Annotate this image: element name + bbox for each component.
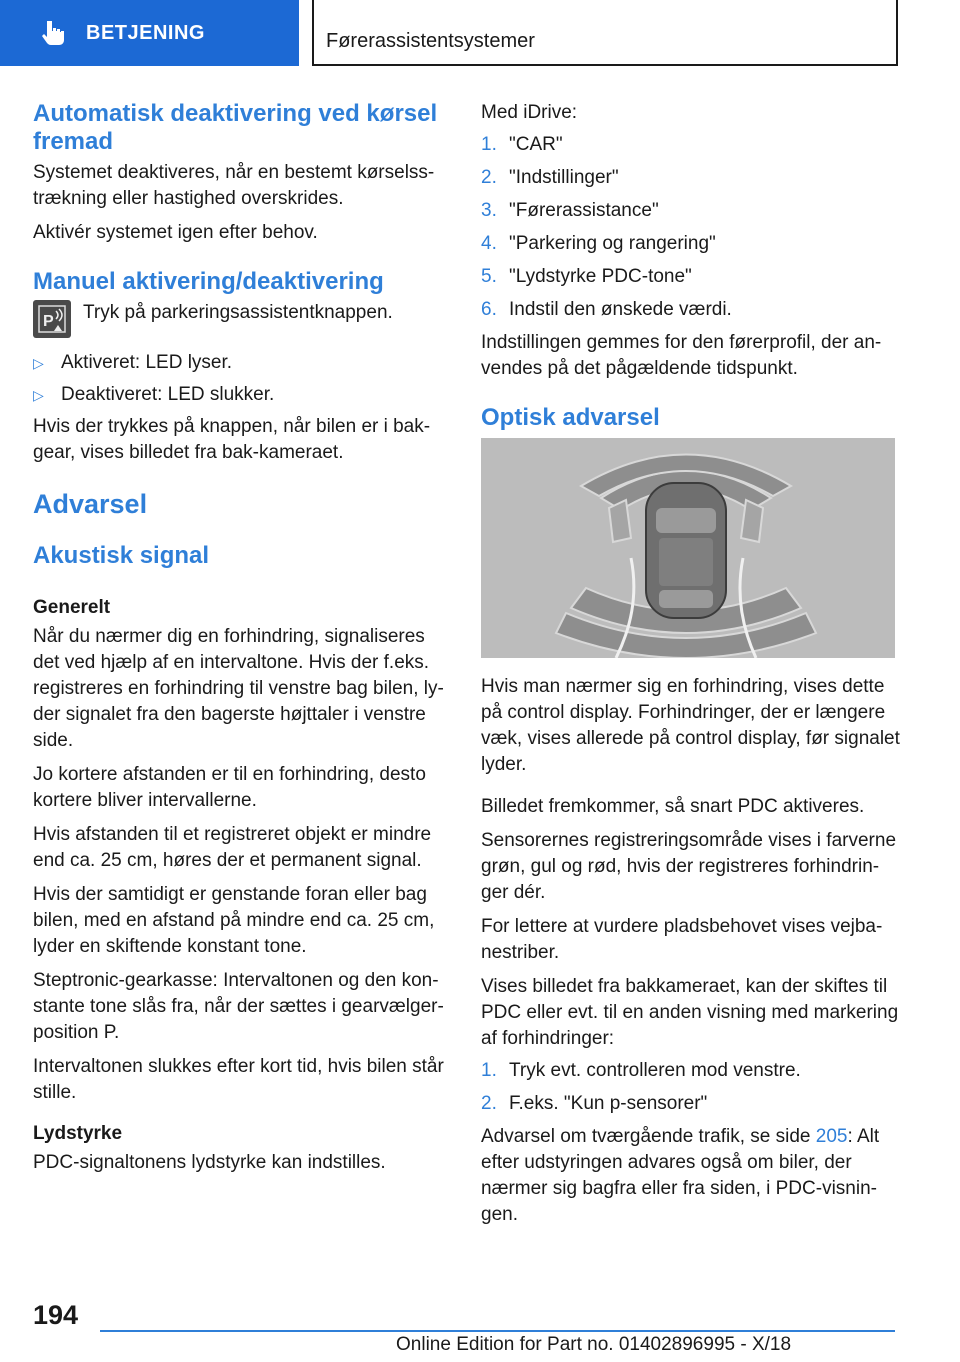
list-item: 1. "CAR" [481,134,563,155]
paragraph: Jo kortere afstanden er til en forhindring, desto kortere bliver intervallerne. [33,764,426,811]
pdc-car-graphic [481,438,895,658]
footer-edition: Online Edition for Part no. 01402896995 - X/18 [396,1334,792,1355]
heading-auto-deactivation: Automatisk deaktivering ved kørsel fremad [33,100,438,155]
paragraph: Med iDrive: [481,102,578,123]
heading-warning: Advarsel [33,489,148,519]
heading-volume: Lydstyrke [33,1123,123,1144]
triangle-bullet-icon: ▷ [33,355,44,371]
paragraph: Intervaltonen slukkes efter kort tid, hvis bilen står stille. [33,1056,444,1103]
cross-traffic-paragraph: Advarsel om tværgående trafik, se side 205: Alt efter udstyringen advares også om biler, der nærmer sig bagfra eller fra siden, i PDC-visnin-gen. [481,1126,880,1225]
paragraph: Sensorernes registreringsområde vises i farverne grøn, gul og rød, hvis der registreres forhindrin-ger dér. [481,830,897,903]
button-instruction-text: Tryk på parkeringsassistentknappen. [83,302,393,323]
heading-manual-activation: Manuel aktivering/deaktivering [33,268,384,295]
heading-general: Generelt [33,597,111,618]
list-item: 4. "Parkering og rangering" [481,233,716,254]
list-item: 6. Indstil den ønskede værdi. [481,299,732,320]
left-column [33,100,453,1176]
page-link[interactable]: 205 [815,1126,848,1147]
paragraph: Når du nærmer dig en forhindring, signaliseres det ved hjælp af en intervaltone. Hvis der f.eks. registreres en forhindring til venstre bag bilen, ly-der signalet fra den bagerste højttaler i venstre side. [33,626,444,751]
svg-text:P: P [43,313,54,330]
paragraph: Billedet fremkommer, så snart PDC aktiveres. [481,796,865,817]
parking-sensor-icon [37,304,67,334]
pdc-display-illustration [481,438,895,658]
paragraph: Steptronic-gearkasse: Intervaltonen og den kon-stante tone slås fra, når der sættes i gearvælger-position P. [33,970,444,1043]
chapter-tab-label: BETJENING [86,21,205,44]
list-item: 1. Tryk evt. controlleren mod venstre. [481,1060,801,1081]
list-item: 3. "Førerassistance" [481,200,659,221]
list-item: 5. "Lydstyrke PDC-tone" [481,266,692,287]
button-instruction [33,300,453,338]
paragraph: Hvis man nærmer sig en forhindring, vises dette på control display. Forhindringer, der er længere væk, vises allerede på control display, før signalet lyder. [481,676,900,775]
paragraph: PDC-signaltonens lydstyrke kan indstilles. [33,1152,386,1173]
paragraph: Vises billedet fra bakkameraet, kan der skiftes til PDC eller evt. til en anden visning med markering af forhindringer: [481,976,899,1049]
parking-assist-button-icon [33,300,71,338]
chapter-tab[interactable] [0,0,299,66]
footer-divider [100,1330,895,1332]
list-item: ▷ Aktiveret: LED lyser. [33,350,453,376]
list-item: 2. F.eks. "Kun p-sensorer" [481,1093,708,1114]
paragraph: Hvis afstanden til et registreret objekt er mindre end ca. 25 cm, høres der et permanent signal. [33,824,432,871]
page-number: 194 [33,1300,79,1330]
paragraph: Systemet deaktiveres, når en bestemt kørselss-trækning eller hastighed overskrides. [33,162,435,209]
status-list [33,350,453,408]
paragraph: For lettere at vurdere pladsbehovet vises vejba-nestriber. [481,916,883,963]
view-steps [481,1058,901,1117]
section-title: Førerassistentsystemer [326,30,535,52]
triangle-bullet-icon: ▷ [33,387,44,403]
paragraph: Hvis der trykkes på knappen, når bilen er i bak-gear, vises billedet fra bak-kameraet. [33,416,431,463]
right-column [481,100,901,1228]
idrive-steps [481,132,901,323]
paragraph: Aktivér systemet igen efter behov. [33,222,318,243]
heading-optical-warning: Optisk advarsel [481,404,660,431]
page-header [0,0,960,66]
list-item: ▷ Deaktiveret: LED slukker. [33,382,453,408]
hand-pointer-icon [40,19,66,47]
paragraph: Indstillingen gemmes for den førerprofil, der an-vendes på det pågældende tidspunkt. [481,332,882,379]
heading-acoustic-signal: Akustisk signal [33,542,210,569]
section-header [312,0,898,66]
paragraph: Hvis der samtidigt er genstande foran eller bag bilen, med en afstand på mindre end ca. 25 cm, lyder en skiftende konstant tone. [33,884,435,957]
list-item: 2. "Indstillinger" [481,167,619,188]
